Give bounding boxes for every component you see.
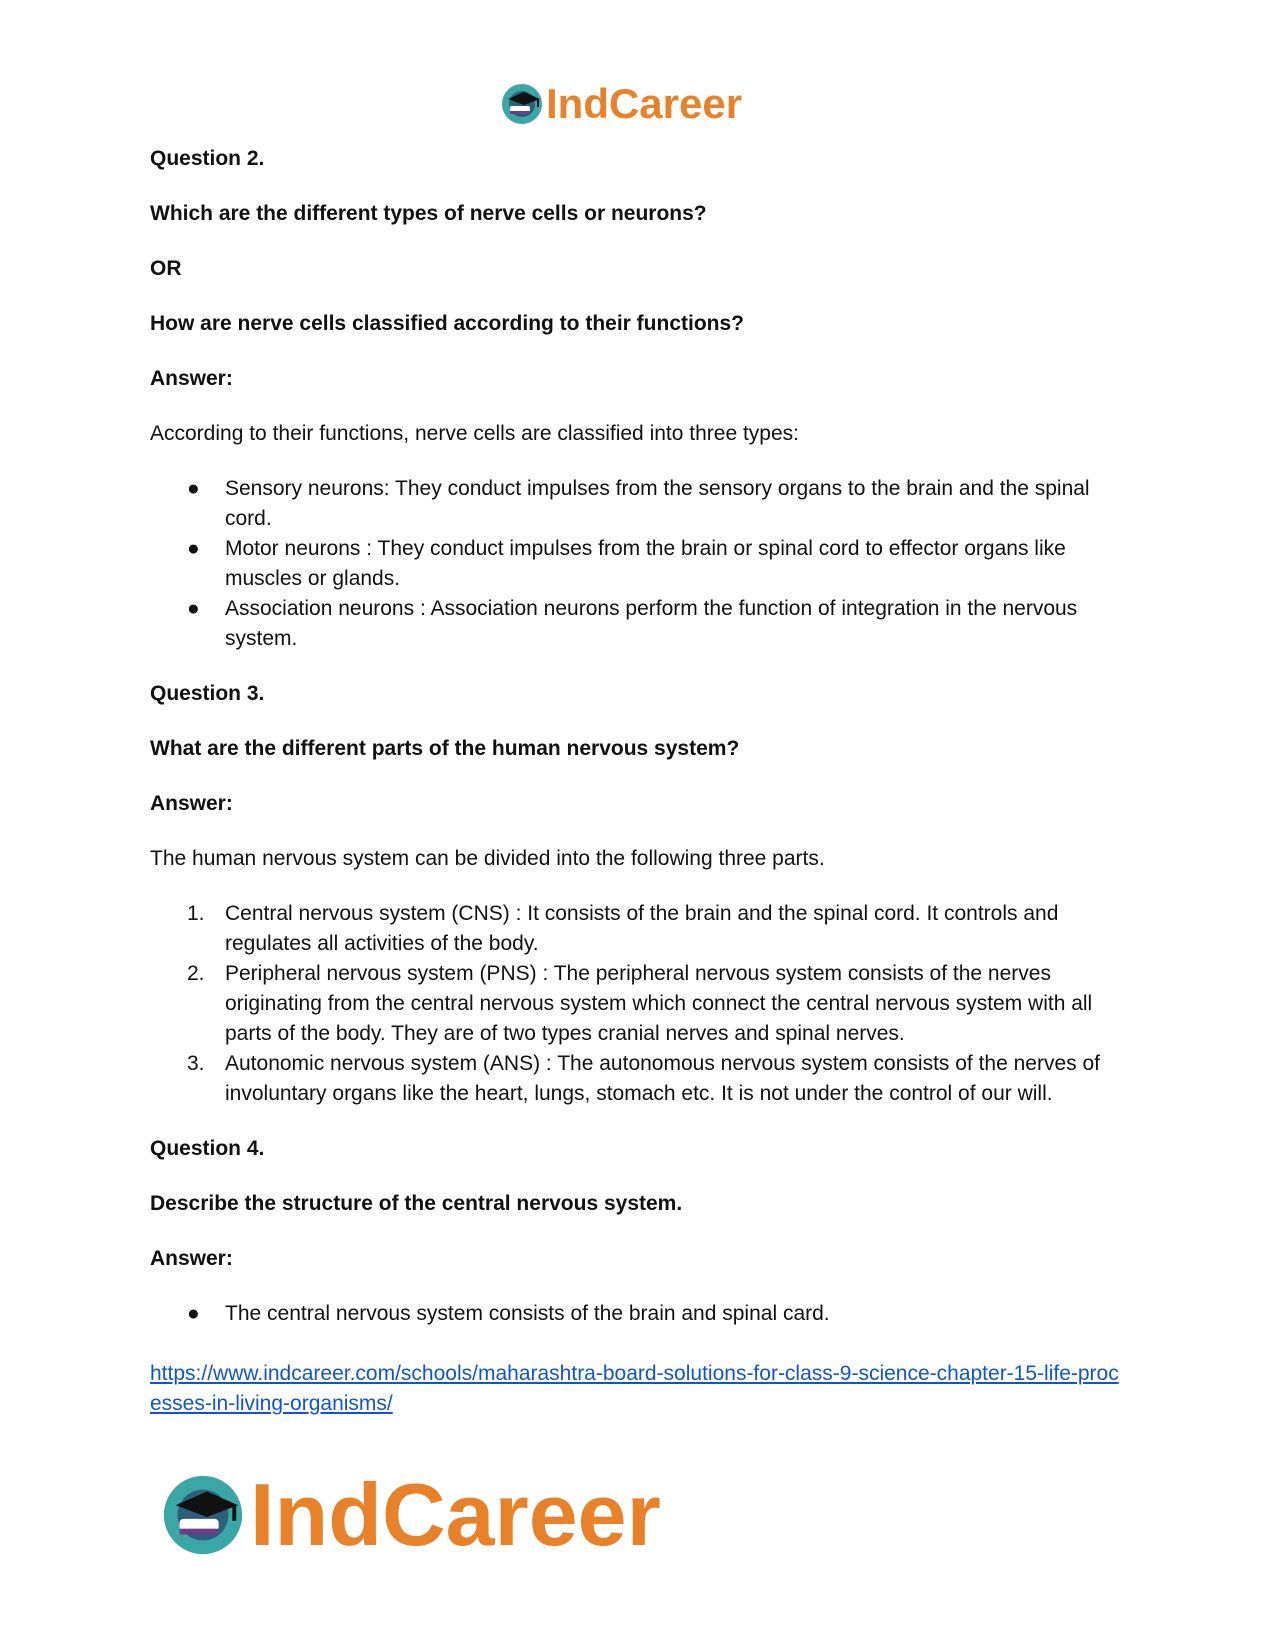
- question-3-answer-label: Answer:: [150, 792, 233, 815]
- brand-name: IndCareer: [250, 1465, 661, 1564]
- question-4-number: Question 4.: [150, 1137, 265, 1160]
- list-item-text: Motor neurons : They conduct impulses from the brain or spinal cord to effector organs like muscles or glands.: [225, 537, 1066, 590]
- list-item: [150, 1299, 1130, 1329]
- bullet-icon: ●: [187, 537, 200, 560]
- list-item-text: Peripheral nervous system (PNS) : The peripheral nervous system consists of the nerves originating from the central nervous system which connect the central nervous system with all parts of the body. They are of two types cranial nerves and spinal nerves.: [225, 962, 1093, 1045]
- list-item: [150, 474, 1130, 534]
- question-4-text: Describe the structure of the central nervous system.: [150, 1192, 683, 1215]
- question-2-list: [150, 474, 1130, 654]
- question-3-number: Question 3.: [150, 682, 265, 705]
- bullet-icon: ●: [187, 597, 200, 620]
- list-item-text: Sensory neurons: They conduct impulses from the sensory organs to the brain and the spinal cord.: [225, 477, 1090, 530]
- question-4-answer-label: Answer:: [150, 1247, 233, 1270]
- question-3-list: [150, 899, 1130, 1109]
- list-item-text: Association neurons : Association neurons perform the function of integration in the nervous system.: [225, 597, 1078, 650]
- graduation-book-icon: [160, 1472, 246, 1558]
- question-3-intro: The human nervous system can be divided into the following three parts.: [150, 847, 825, 870]
- question-4-list: [150, 1299, 1130, 1329]
- question-2-or: OR: [150, 257, 182, 280]
- question-3-text: What are the different parts of the human nervous system?: [150, 737, 740, 760]
- list-number: 2.: [187, 962, 205, 985]
- list-item: [150, 594, 1130, 654]
- list-item-text: Autonomic nervous system (ANS) : The autonomous nervous system consists of the nerves of involuntary organs like the heart, lungs, stomach etc. It is not under the control of our will.: [225, 1052, 1100, 1105]
- list-number: 3.: [187, 1052, 205, 1075]
- graduation-book-icon: [500, 82, 544, 126]
- list-item: [150, 959, 1130, 1049]
- question-2-alt-text: How are nerve cells classified according to their functions?: [150, 312, 744, 335]
- bullet-icon: ●: [187, 477, 200, 500]
- list-item-text: Central nervous system (CNS) : It consists of the brain and the spinal cord. It controls and regulates all activities of the body.: [225, 902, 1059, 955]
- bullet-icon: ●: [187, 1302, 200, 1325]
- list-item: [150, 534, 1130, 594]
- list-item: [150, 1049, 1130, 1109]
- document-body: [150, 144, 1130, 1419]
- footer-logo: [160, 1465, 661, 1564]
- list-item: [150, 899, 1130, 959]
- question-2-intro: According to their functions, nerve cells are classified into three types:: [150, 422, 799, 445]
- brand-name: IndCareer: [546, 80, 743, 127]
- source-link[interactable]: https://www.indcareer.com/schools/maharashtra-board-solutions-for-class-9-science-chapter-15-life-processes-in-living-organisms/: [150, 1362, 1119, 1415]
- list-number: 1.: [187, 902, 205, 925]
- header-logo: [500, 80, 742, 128]
- question-2-answer-label: Answer:: [150, 367, 233, 390]
- question-2-text: Which are the different types of nerve cells or neurons?: [150, 202, 707, 225]
- list-item-text: The central nervous system consists of the brain and spinal card.: [225, 1302, 830, 1325]
- question-2-number: Question 2.: [150, 147, 265, 170]
